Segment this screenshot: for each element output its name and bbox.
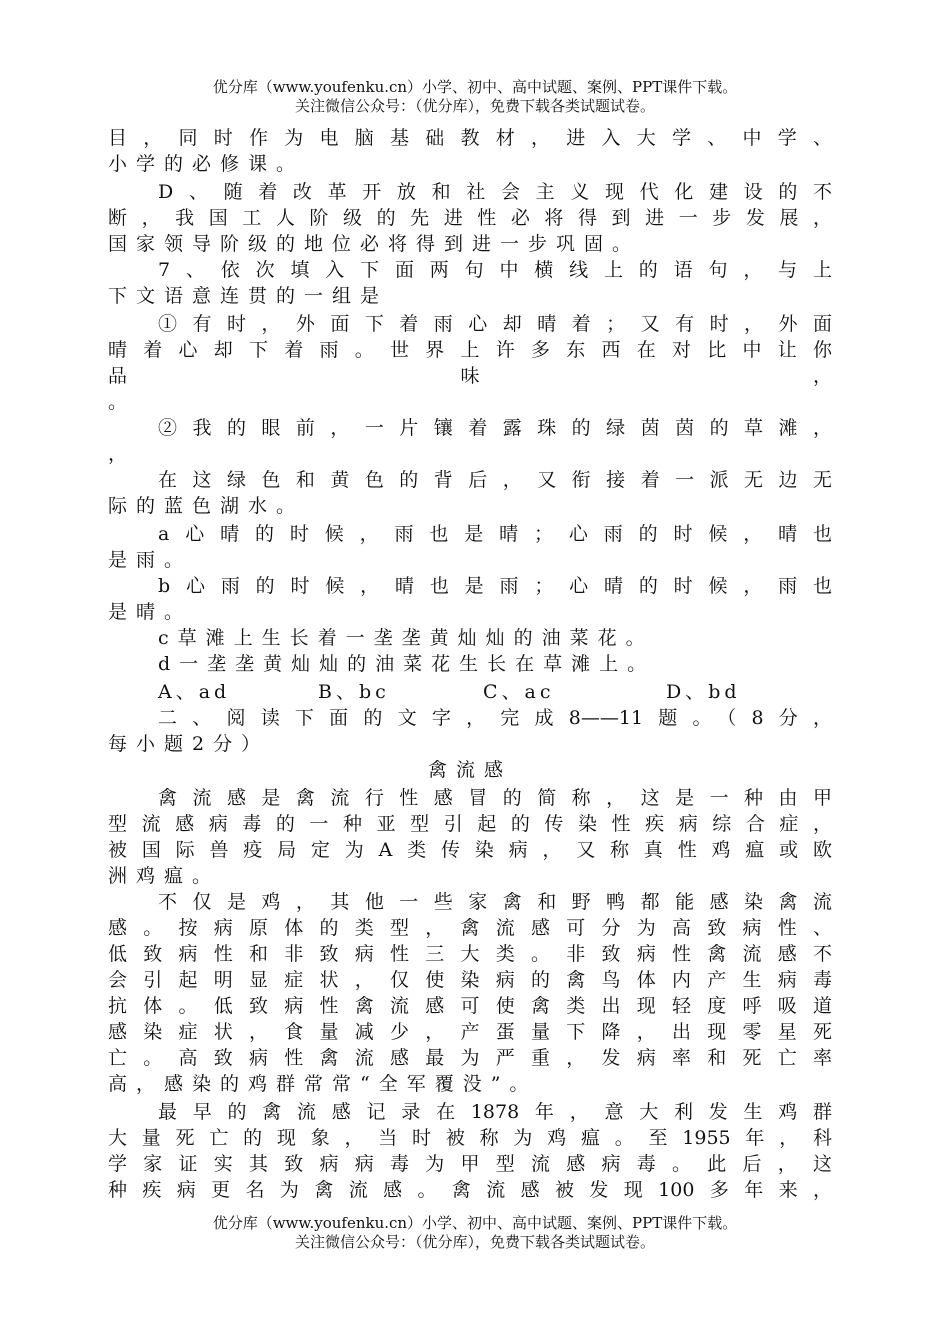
text-line: c草滩上生长着一垄垄黄灿灿的油菜花。 bbox=[158, 627, 654, 649]
text-line: 型流感病毒的一种亚型引起的传染性疾病综合症， bbox=[108, 813, 832, 835]
text-line: 不仅是鸡，其他一些家禽和野鸭都能感染禽流 bbox=[158, 891, 832, 913]
text-line: 被国际兽疫局定为A类传染病，又称真性鸡瘟或欧 bbox=[108, 839, 832, 861]
text-line: 学家证实其致病病毒为甲型流感病毒。此后，这 bbox=[108, 1153, 832, 1175]
text-line: 小学的必修课。 bbox=[108, 153, 305, 175]
option-d: D、bd bbox=[666, 681, 741, 703]
text-line: 禽流感是禽流行性感冒的简称，这是一种由甲 bbox=[158, 787, 832, 809]
text-line: 感染症状，食量减少，产蛋量下降，出现零星死 bbox=[108, 1021, 832, 1043]
text-line: 亡。高致病性禽流感最为严重，发病率和死亡率 bbox=[108, 1047, 832, 1069]
header-line-2: 关注微信公众号：（优分库），免费下载各类试题试卷。 bbox=[294, 97, 655, 115]
text-line: 洲鸡瘟。 bbox=[108, 865, 221, 887]
text-line: d一垄垄黄灿灿的油菜花生长在草滩上。 bbox=[158, 653, 656, 675]
text-line: 抗体。低致病性禽流感可使禽类出现轻度呼吸道 bbox=[108, 995, 832, 1017]
text-line: 断，我国工人阶级的先进性必将得到进一步发展， bbox=[108, 207, 832, 229]
text-line: ， bbox=[812, 365, 832, 387]
article-title: 禽流感 bbox=[427, 759, 512, 781]
text-line: 是晴。 bbox=[108, 601, 193, 623]
text-line: ， bbox=[108, 443, 128, 465]
footer-line-2: 关注微信公众号：（优分库），免费下载各类试题试卷。 bbox=[294, 1233, 655, 1251]
text-line: 国家领导阶级的地位必将得到进一步巩固。 bbox=[108, 233, 641, 255]
text-line: ②我的眼前，一片镶着露珠的绿茵茵的草滩， bbox=[158, 417, 832, 439]
text-line: 最早的禽流感记录在1878年，意大利发生鸡群 bbox=[158, 1101, 832, 1123]
text-line: 7、依次填入下面两句中横线上的语句，与上 bbox=[158, 259, 832, 281]
option-b: B、bc bbox=[318, 681, 390, 703]
section-heading: 二、阅读下面的文字，完成8——11题。（8分， bbox=[158, 707, 832, 729]
text-line: 会引起明显症状，仅使染病的禽鸟体内产生病毒 bbox=[108, 969, 832, 991]
text-line: 感。按病原体的类型，禽流感可分为高致病性、 bbox=[108, 917, 832, 939]
text-line: 晴着心却下着雨。世界上许多东西在对比中让你 bbox=[108, 339, 832, 361]
text-line: 种疾病更名为禽流感。禽流感被发现100多年来， bbox=[108, 1179, 832, 1201]
text-line: 际的蓝色湖水。 bbox=[108, 495, 305, 517]
text-line: 下文语意连贯的一组是 bbox=[108, 285, 389, 307]
text-line: 在这绿色和黄色的背后，又衔接着一派无边无 bbox=[158, 469, 832, 491]
text-line: 低致病性和非致病性三大类。非致病性禽流感不 bbox=[108, 943, 832, 965]
text-line: 。 bbox=[108, 391, 128, 413]
header-line-1: 优分库（www.youfenku.cn）小学、初中、高中试题、案例、PPT课件下载。 bbox=[212, 78, 738, 96]
text-line: 每小题2分） bbox=[108, 733, 270, 755]
text-line: 大量死亡的现象，当时被称为鸡瘟。至1955年，科 bbox=[108, 1127, 832, 1149]
text-line: ①有时，外面下着雨心却晴着；又有时，外面 bbox=[158, 313, 832, 335]
text-line: 目，同时作为电脑基础教材，进入大学、中学、 bbox=[108, 127, 832, 149]
footer-line-1: 优分库（www.youfenku.cn）小学、初中、高中试题、案例、PPT课件下载。 bbox=[212, 1214, 738, 1232]
text-line: 是雨。 bbox=[108, 549, 193, 571]
text-line: b心雨的时候，晴也是雨；心晴的时候，雨也 bbox=[158, 575, 832, 597]
text-line: 味 bbox=[460, 365, 480, 387]
text-line: D、随着改革开放和社会主义现代化建设的不 bbox=[158, 181, 832, 203]
text-line: a心晴的时候，雨也是晴；心雨的时候，晴也 bbox=[158, 523, 832, 545]
text-line: 高，感染的鸡群常常“全军覆没”。 bbox=[108, 1073, 538, 1095]
page-header bbox=[0, 78, 950, 116]
page-footer bbox=[0, 1214, 950, 1252]
text-line: 品 bbox=[108, 365, 128, 387]
option-c: C、ac bbox=[483, 681, 555, 703]
option-a: A、ad bbox=[158, 681, 231, 703]
